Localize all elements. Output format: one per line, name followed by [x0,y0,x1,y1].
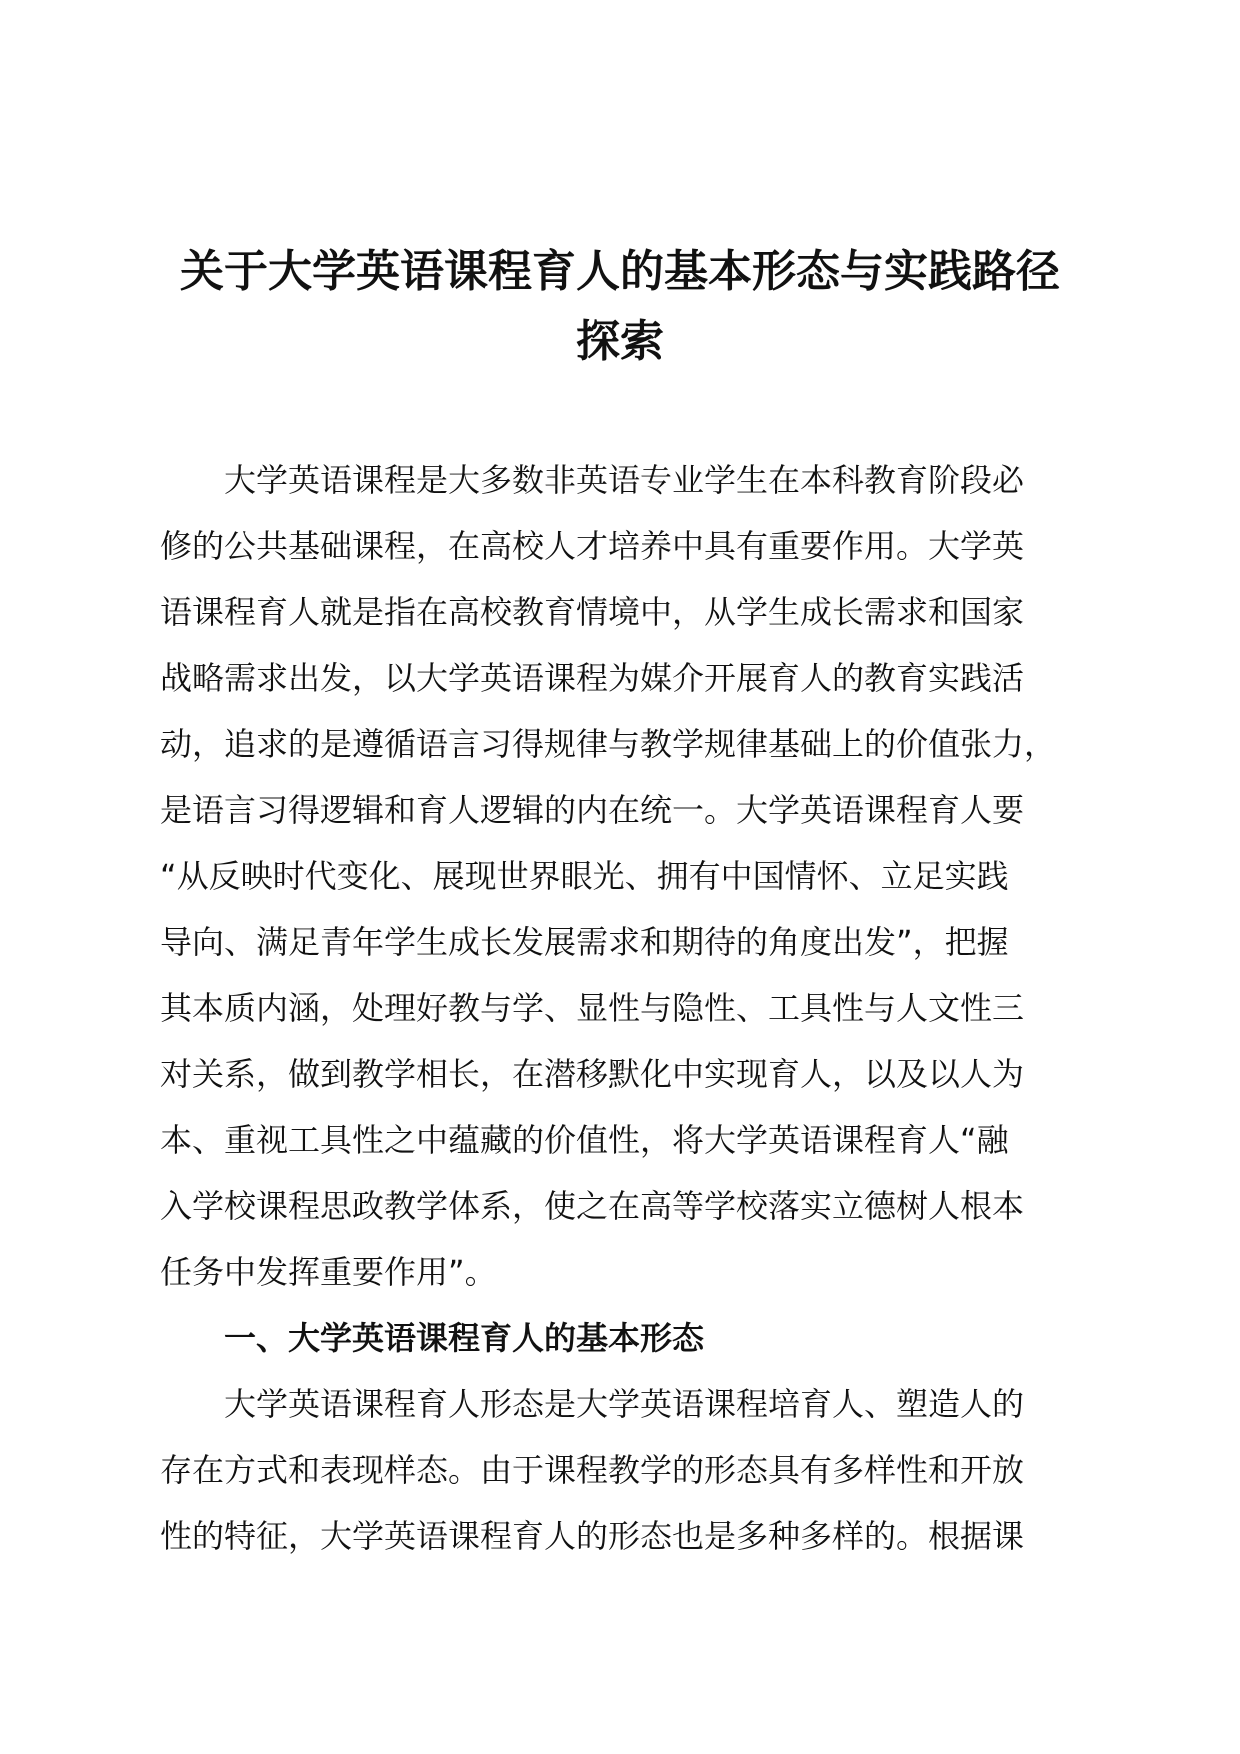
document-title-line-1: 关于大学英语课程育人的基本形态与实践路径 [180,246,1060,297]
paragraph-1-line: 大学英语课程是大多数非英语专业学生在本科教育阶段必 [160,461,1025,499]
paragraph-1-line: 其本质内涵，处理好教与学、显性与隐性、工具性与人文性三 [160,989,1025,1027]
document-title-line-2: 探索 [576,316,664,367]
paragraph-1-line: 是语言习得逻辑和育人逻辑的内在统一。大学英语课程育人要 [160,791,1025,829]
paragraph-2-line: 性的特征，大学英语课程育人的形态也是多种多样的。根据课 [160,1517,1025,1555]
paragraph-1-line: 任务中发挥重要作用”。 [160,1253,497,1291]
paragraph-1-line: “从反映时代变化、展现世界眼光、拥有中国情怀、立足实践 [160,857,1009,895]
paragraph-1-line: 导向、满足青年学生成长发展需求和期待的角度出发”，把握 [160,923,1009,961]
paragraph-1-line: 战略需求出发，以大学英语课程为媒介开展育人的教育实践活 [160,659,1025,697]
section-1-heading: 一、大学英语课程育人的基本形态 [160,1319,705,1357]
paragraph-1-line: 修的公共基础课程，在高校人才培养中具有重要作用。大学英 [160,527,1025,565]
paragraph-1-line: 入学校课程思政教学体系，使之在高等学校落实立德树人根本 [160,1187,1025,1225]
paragraph-2-line: 存在方式和表现样态。由于课程教学的形态具有多样性和开放 [160,1451,1025,1489]
paragraph-1-line: 动，追求的是遵循语言习得规律与教学规律基础上的价值张力， [160,725,1057,763]
paragraph-1-line: 对关系，做到教学相长，在潜移默化中实现育人，以及以人为 [160,1055,1025,1093]
paragraph-1-line: 语课程育人就是指在高校教育情境中，从学生成长需求和国家 [160,593,1025,631]
paragraph-2-line: 大学英语课程育人形态是大学英语课程培育人、塑造人的 [160,1385,1025,1423]
paragraph-1-line: 本、重视工具性之中蕴藏的价值性，将大学英语课程育人“融 [160,1121,1009,1159]
